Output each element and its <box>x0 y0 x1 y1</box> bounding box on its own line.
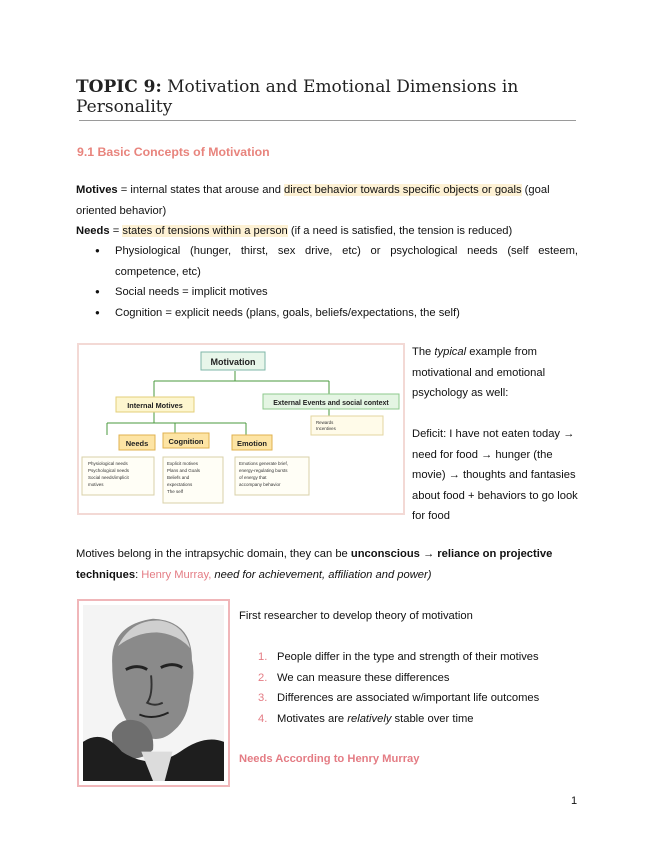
internal-label: Internal Motives <box>127 401 183 410</box>
page-title <box>76 77 596 117</box>
emotion-item: Emotions generate brief, <box>239 461 289 466</box>
side-post: example from motivational and emotional psychology as well: <box>412 346 546 399</box>
incentives-label: Incentives <box>316 426 336 431</box>
list-number: 4. <box>258 712 268 725</box>
henry-murray-photo <box>77 599 230 787</box>
needs-term: Needs <box>76 225 110 237</box>
needs-definition <box>76 221 586 242</box>
henry-murray-name: Henry Murray, <box>141 568 212 581</box>
motives-rest: (goal oriented behavior) <box>76 184 550 217</box>
needs-item: Physiological needs <box>88 461 128 466</box>
list-item <box>258 709 539 730</box>
list-text: We can measure these differences <box>277 671 450 684</box>
portrait-image <box>83 605 224 781</box>
list-text-italic: relatively <box>347 712 392 725</box>
section-heading: 9.1 Basic Concepts of Motivation <box>77 145 270 159</box>
title-divider <box>79 120 576 121</box>
list-item: ● Cognition = explicit needs (plans, goals, beliefs/expectations, the self) <box>95 303 578 324</box>
emotion-item: of energy that <box>239 475 267 480</box>
motives-highlight: direct behavior towards specific objects or goals <box>284 184 522 196</box>
emotion-item: energy-regulating bursts <box>239 468 288 473</box>
needs-box-label: Needs <box>125 439 149 448</box>
motivation-diagram <box>77 343 405 515</box>
list-number: 3. <box>258 692 268 704</box>
list-item <box>258 668 539 689</box>
needs-item: motives <box>88 482 104 487</box>
cognition-item: The self <box>167 489 184 494</box>
external-label: External Events and social context <box>273 400 389 407</box>
needs-eq: = <box>109 225 123 237</box>
side-italic: typical <box>434 346 467 358</box>
list-text: Differences are associated w/important life outcomes <box>277 692 540 704</box>
page-number: 1 <box>571 795 578 807</box>
deficit-example: Deficit: I have not eaten today → need for food → hunger (the movie) → thoughts and fantasies about food + behaviors to go look for food <box>412 428 578 522</box>
emotion-box-label: Emotion <box>237 439 267 448</box>
first-researcher-text: First researcher to develop theory of motivation <box>239 610 473 622</box>
rewards-label: Rewards <box>316 420 334 425</box>
needs-bullet-list <box>95 241 578 323</box>
cognition-item: Explicit motives <box>167 461 199 466</box>
murray-numbered-list <box>258 647 539 729</box>
needs-heading: Needs According to Henry Murray <box>239 753 420 765</box>
cognition-item: expectations <box>167 482 193 487</box>
cognition-box-label: Cognition <box>168 437 204 446</box>
motives-para-text: Motives belong in the intrapsychic domain, they can be <box>76 548 351 560</box>
emotion-item: accompany behavior <box>239 482 281 487</box>
list-item <box>258 647 539 668</box>
list-item: ● Physiological (hunger, thirst, sex drive, etc) or psychological needs (self esteem, competence, etc) <box>95 241 578 282</box>
list-text-pre: Motivates are <box>277 712 348 725</box>
list-number: 2. <box>258 671 268 684</box>
motivation-diagram-svg <box>79 345 403 513</box>
list-number: 1. <box>258 651 268 663</box>
motives-definition <box>76 180 586 221</box>
list-text: People differ in the type and strength of their motives <box>277 651 539 663</box>
typical-example-text <box>412 342 582 527</box>
list-item <box>258 688 539 709</box>
motives-term: Motives <box>76 184 118 196</box>
needs-rest: (if a need is satisfied, the tension is reduced) <box>287 225 513 237</box>
side-pre: The <box>412 346 435 358</box>
needs-item: Social needs/implicit <box>88 475 129 480</box>
motives-paragraph <box>76 544 582 585</box>
motives-eq: = internal states that arouse and <box>117 184 285 196</box>
motives-para-italic: need for achievement, affiliation and power) <box>211 568 432 581</box>
cognition-item: Beliefs and <box>167 475 190 480</box>
topic-prefix: TOPIC 9: <box>76 77 162 97</box>
motives-para-bold: unconscious → reliance on projective techniques <box>76 548 553 581</box>
needs-item: Psychological needs <box>88 468 130 473</box>
cognition-item: Plans and Goals <box>167 468 201 473</box>
motives-para-colon: : <box>135 568 142 581</box>
needs-highlight: states of tensions within a person <box>122 225 288 237</box>
root-label: Motivation <box>210 357 256 367</box>
svg-text:Rewards Incentives <box>316 420 337 431</box>
list-item: ● Social needs = implicit motives <box>95 282 578 303</box>
list-text-post: stable over time <box>391 712 474 725</box>
topic-title: Motivation and Emotional Dimensions in Personality <box>76 77 519 117</box>
